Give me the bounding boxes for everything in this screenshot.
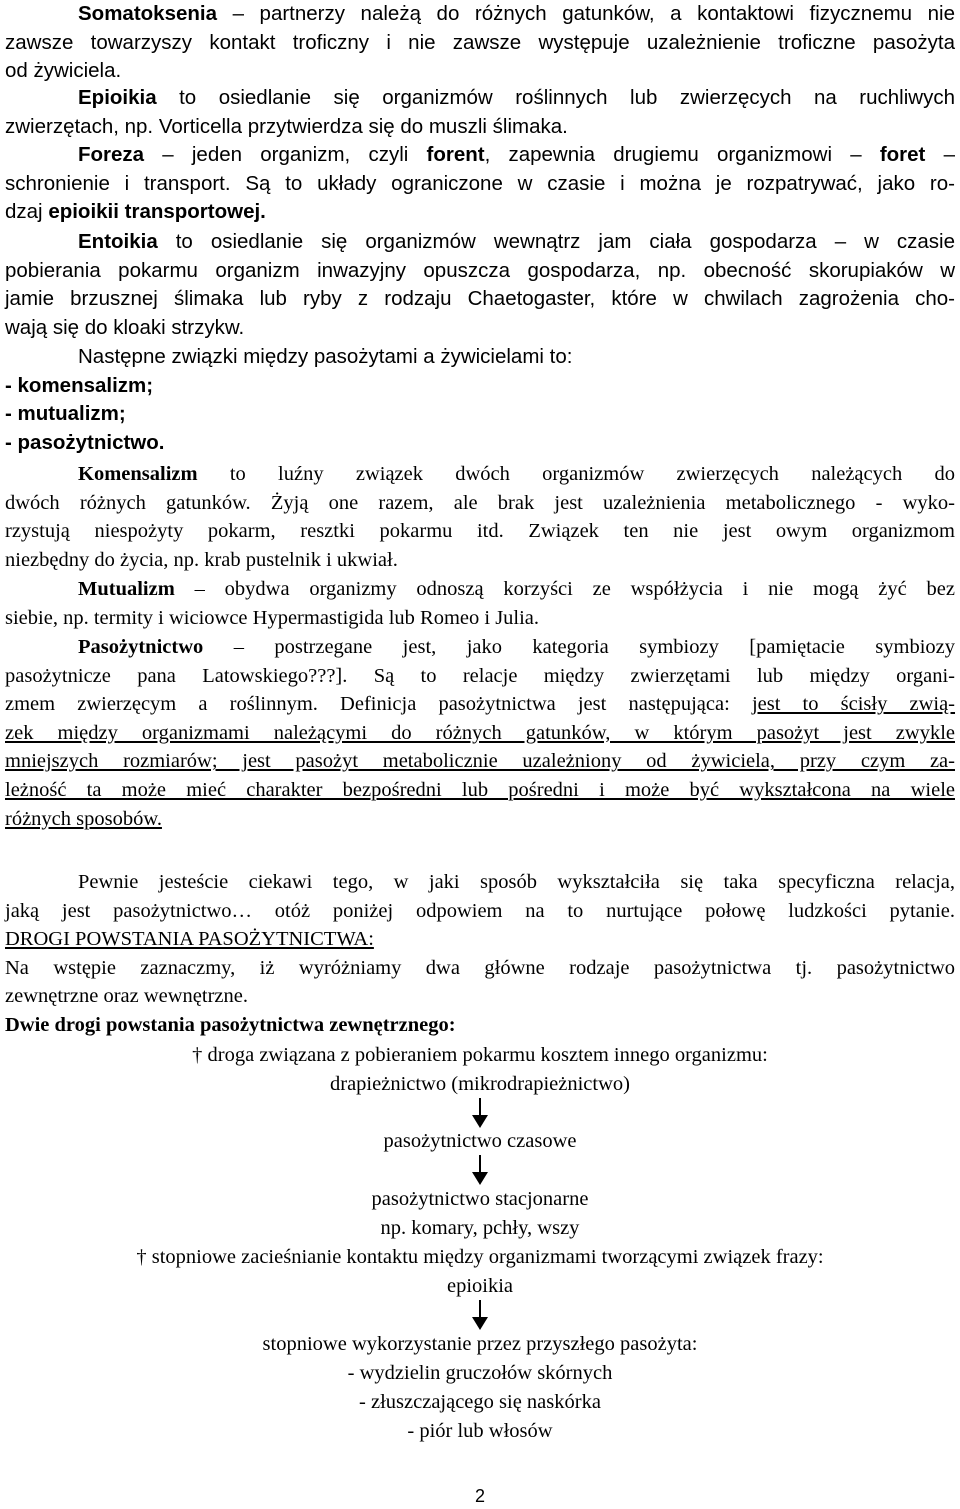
- text-span: zmem zwierzęcym a roślinnym. Definicja pasożytnictwa jest następująca:: [5, 693, 752, 716]
- down-arrow-icon: [472, 1300, 488, 1330]
- text-span: to luźny związek dwóch organizmów zwierzęcych należących do: [197, 463, 955, 485]
- subheading-dwie-drogi: Dwie drogi powstania pasożytnictwa zewnętrznego:: [5, 1013, 456, 1036]
- text-line: pobierania pokarmu organizm inwazyjny opuszcza gospodarza, np. obecność skorupiaków w: [5, 258, 955, 282]
- term-somatoksenia: Somatoksenia: [78, 2, 217, 25]
- text-span: , zapewnia drugiemu organizmowi –: [484, 143, 880, 166]
- text-span: –: [925, 143, 955, 166]
- text-line: [5, 141, 955, 170]
- paragraph-drogi-intro: [5, 868, 955, 1040]
- text-span: – jeden organizm, czyli: [144, 143, 427, 166]
- flow-step: drapieżnictwo (mikrodrapieżnictwo): [330, 1073, 630, 1095]
- page-number: 2: [474, 1486, 485, 1506]
- text-span: to osiedlanie się organizmów roślinnych lub zwierzęcych na ruchliwych: [156, 86, 955, 109]
- route-heading-2: † stopniowe zacieśnianie kontaktu między organizmami tworzącymi związek frazy:: [136, 1246, 824, 1268]
- list-item: - komensalizm;: [5, 373, 154, 397]
- term-epioikia: Epioikia: [78, 86, 157, 109]
- paragraph-entoikia: [5, 228, 955, 342]
- definition-underlined: różnych sposobów.: [5, 807, 162, 830]
- definition-underlined: jest to ścisły zwią-: [751, 693, 956, 716]
- text-line: [5, 575, 955, 604]
- term-epioikii-transportowej: epioikii transportowej.: [48, 200, 266, 224]
- paragraph-pasozytnictwo: [5, 633, 955, 833]
- text-line: rzystują niespożyty pokarm, resztki pokarmu itd. Związek ten nie jest owym organizmom: [5, 520, 955, 543]
- text-line: wają się do kloaki strzykw.: [5, 315, 245, 339]
- text-line: pasożytnicze pana Latowskiego???]. Są to relacje między zwierzętami lub między organi-: [5, 664, 955, 687]
- definition-underlined: zek między organizmami należącymi do różnych gatunków, w którym pasożyt jest zwykle: [5, 721, 955, 744]
- text-line: Pewnie jesteście ciekawi tego, w jaki sposób wykształciła się taka specyficzna relacja,: [78, 871, 955, 893]
- text-line: [5, 690, 955, 719]
- text-span: – postrzegane jest, jako kategoria symbiozy [pamiętacie symbiozy: [203, 636, 955, 658]
- down-arrow-icon: [472, 1098, 488, 1128]
- text-line: Następne związki między pasożytami a żywicielami to:: [78, 345, 573, 368]
- text-line: zawsze towarzyszy kontakt troficzny i nie zawsze występuje uzależnienie troficzne pasożyta: [5, 30, 955, 54]
- text-span: to osiedlanie się organizmów wewnątrz jam ciała gospodarza – w czasie: [157, 230, 955, 253]
- term-foreza: Foreza: [78, 143, 145, 166]
- flow-step: pasożytnictwo stacjonarne: [371, 1188, 589, 1210]
- paragraph-mutualizm: [5, 575, 955, 632]
- text-line: Na wstępie zaznaczmy, iż wyróżniamy dwa główne rodzaje pasożytnictwa tj. pasożytnictwo: [5, 956, 955, 979]
- text-span: – partnerzy należą do różnych gatunków, a kontaktowi fizycznemu nie: [217, 2, 955, 25]
- text-span: dzaj: [5, 200, 49, 224]
- flow-example: np. komary, pchły, wszy: [380, 1217, 580, 1239]
- text-line: niezbędny do życia, np. krab pustelnik i ukwiał.: [5, 548, 398, 571]
- flow-list-item: - piór lub włosów: [407, 1420, 553, 1442]
- text-line: [5, 228, 955, 257]
- term-forent: forent: [426, 143, 485, 166]
- text-span: – obydwa organizmy odnoszą korzyści ze współżycia i nie mogą żyć bez: [174, 578, 955, 600]
- text-line: jamie brzusznej ślimaka lub ryby z rodzaju Chaetogaster, które w chwilach zagrożenia cho-: [5, 287, 955, 311]
- flow-step: stopniowe wykorzystanie przez przyszłego pasożyta:: [262, 1333, 698, 1355]
- definition-underlined: mniejszych rozmiarów; jest pasożyt metabolicznie uzależniony od żywiciela, przy czym za-: [5, 750, 955, 773]
- paragraph-epioikia: [5, 84, 955, 141]
- term-foret: foret: [879, 143, 926, 166]
- flow-step: pasożytnictwo czasowe: [383, 1130, 577, 1152]
- term-pasozytnictwo: Pasożytnictwo: [78, 636, 204, 658]
- text-line: zewnętrzne oraz wewnętrzne.: [5, 985, 248, 1008]
- term-komensalizm: Komensalizm: [78, 463, 198, 485]
- route-heading-1: † droga związana z pobieraniem pokarmu kosztem innego organizmu:: [192, 1044, 768, 1066]
- definition-underlined: leżność ta może mieć charakter bezpośredni lub pośredni i może być wykształcona na wiele: [5, 778, 955, 801]
- term-entoikia: Entoikia: [78, 230, 158, 253]
- paragraph-foreza: [5, 141, 955, 227]
- paragraph-somatoksenia: [5, 0, 955, 86]
- flow-step: epioikia: [446, 1275, 514, 1297]
- text-line: od żywiciela.: [5, 59, 122, 83]
- text-line: [5, 460, 955, 489]
- text-line: [5, 0, 955, 29]
- text-line: dwóch różnych gatunków. Żyją one razem, ale brak jest uzależnienia metabolicznego - wyko-: [5, 491, 955, 514]
- text-line: siebie, np. termity i wiciowce Hypermastigida lub Romeo i Julia.: [5, 606, 540, 629]
- paragraph-associations-list: [5, 343, 955, 457]
- flow-list-item: - wydzielin gruczołów skórnych: [347, 1362, 613, 1384]
- text-line: zwierzętach, np. Vorticella przytwierdza się do muszli ślimaka.: [5, 114, 568, 138]
- heading-drogi-powstania: DROGI POWSTANIA PASOŻYTNICTWA:: [5, 928, 374, 951]
- down-arrow-icon: [472, 1155, 488, 1185]
- term-mutualizm: Mutualizm: [78, 578, 175, 600]
- text-line: schronienie i transport. Są to układy ograniczone w czasie i można je rozpatrywać, jako ro-: [5, 171, 955, 195]
- paragraph-komensalizm: [5, 460, 955, 574]
- list-item: - mutualizm;: [5, 402, 126, 426]
- flow-list-item: - złuszczającego się naskórka: [359, 1391, 601, 1413]
- list-item: - pasożytnictwo.: [5, 430, 165, 454]
- text-line: [5, 633, 955, 662]
- text-line: jaką jest pasożytnictwo… otóż poniżej odpowiem na to nurtujące połowę ludzkości pytanie.: [5, 899, 955, 922]
- text-line: [5, 84, 955, 113]
